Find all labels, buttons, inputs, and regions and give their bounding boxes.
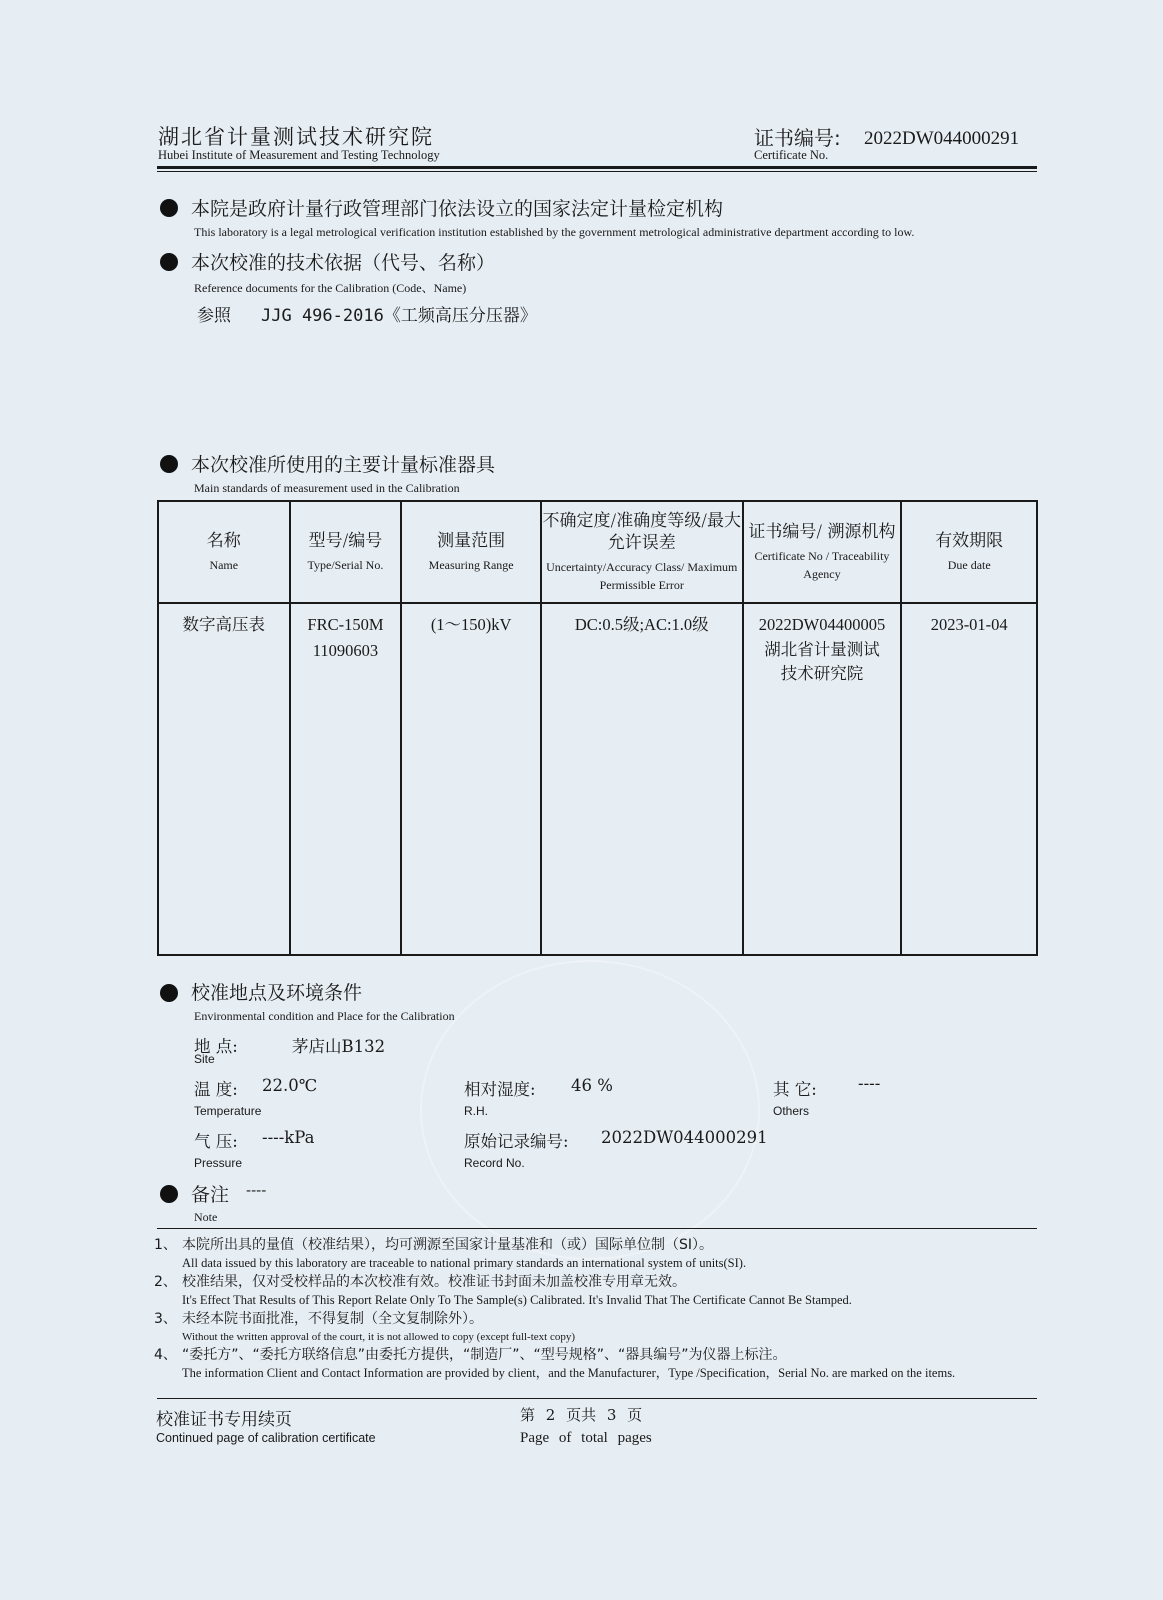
notes-divider-bottom	[157, 1398, 1037, 1399]
note-3-number: 3、	[154, 1311, 177, 1327]
reference-title: 本次校准的技术依据（代号、名称）	[191, 252, 496, 274]
note-value: ----	[246, 1181, 267, 1199]
standards-subtitle: Main standards of measurement used in the Calibration	[194, 481, 460, 495]
certificate-label-en: Certificate No.	[754, 148, 829, 162]
legal-statement-subtitle: This laboratory is a legal metrological verification institution established by the government metrological administrative department according to low.	[194, 225, 915, 239]
others-value: ----	[858, 1074, 881, 1093]
note-2-cn: 校准结果，仅对受校样品的本次校准有效。校准证书封面未加盖校准专用章无效。	[182, 1274, 686, 1290]
note-4-number: 4、	[154, 1347, 177, 1363]
note-2-en: It's Effect That Results of This Report Relate Only To The Sample(s) Calibrated. It's Invalid That The Certificate Cannot Be Stamped.	[182, 1293, 852, 1307]
pressure-label-en: Pressure	[194, 1156, 243, 1170]
table-header-row	[158, 501, 1037, 603]
standards-table	[157, 500, 1038, 956]
others-label: 其 它:	[773, 1080, 817, 1099]
record-label: 原始记录编号:	[464, 1132, 569, 1151]
note-2-number: 2、	[154, 1274, 177, 1290]
reference-document-name: JJG 496-2016《工频高压分压器》	[261, 306, 537, 326]
notes-divider-top	[157, 1228, 1037, 1229]
footer-title-en: Continued page of calibration certificate	[156, 1431, 376, 1445]
others-label-en: Others	[773, 1104, 810, 1118]
bullet-icon	[160, 455, 178, 473]
environment-title: 校准地点及环境条件	[191, 982, 363, 1004]
certificate-number: 2022DW044000291	[864, 128, 1020, 149]
bullet-icon	[160, 984, 178, 1002]
legal-statement-title: 本院是政府计量行政管理部门依法设立的国家法定计量检定机构	[191, 198, 724, 220]
note-1-number: 1、	[154, 1237, 177, 1253]
footer-title-cn: 校准证书专用续页	[156, 1410, 292, 1430]
note-3-en: Without the written approval of the court, it is not allowed to copy (except full-text copy)	[182, 1331, 576, 1343]
column-header-name: 名称 Name	[158, 501, 290, 603]
temperature-value: 22.0℃	[262, 1076, 318, 1095]
site-label: 地 点:	[194, 1037, 238, 1056]
reference-subtitle: Reference documents for the Calibration (Code、Name)	[194, 281, 467, 295]
cell-range: (1～150)kV	[401, 603, 541, 955]
note-1-cn: 本院所出具的量值（校准结果），均可溯源至国家计量基准和（或）国际单位制（SI）。	[182, 1237, 714, 1253]
site-label-en: Site	[194, 1052, 215, 1066]
header-divider-thick	[157, 166, 1037, 169]
humidity-value: 46 %	[571, 1076, 613, 1095]
bullet-icon	[160, 253, 178, 271]
site-value: 茅店山B132	[292, 1037, 386, 1056]
note-title: 备注	[191, 1184, 230, 1206]
humidity-label-en: R.H.	[464, 1104, 488, 1118]
humidity-label: 相对湿度:	[464, 1080, 536, 1099]
column-header-type: 型号/编号 Type/Serial No.	[290, 501, 402, 603]
record-value: 2022DW044000291	[601, 1128, 768, 1147]
record-label-en: Record No.	[464, 1156, 525, 1170]
standards-title: 本次校准所使用的主要计量标准器具	[191, 454, 496, 476]
environment-subtitle: Environmental condition and Place for the Calibration	[194, 1009, 455, 1023]
note-4-cn: “委托方”、“委托方联络信息”由委托方提供，“制造厂”、“型号规格”、“器具编号”为仪器上标注。	[182, 1347, 787, 1363]
institute-name-en: Hubei Institute of Measurement and Testing Technology	[158, 148, 440, 162]
header-divider-thin	[157, 171, 1037, 172]
note-subtitle: Note	[194, 1210, 218, 1224]
certificate-label-cn: 证书编号:	[754, 126, 841, 150]
cell-certificate-agency: 2022DW04400005 湖北省计量测试技术研究院	[743, 603, 902, 955]
table-row	[158, 603, 1037, 955]
note-3-cn: 未经本院书面批准，不得复制（全文复制除外）。	[182, 1311, 483, 1327]
temperature-label: 温 度:	[194, 1080, 238, 1099]
institute-name-cn: 湖北省计量测试技术研究院	[158, 125, 434, 149]
note-1-en: All data issued by this laboratory are traceable to national primary standards an international system of units(SI).	[182, 1256, 747, 1270]
page-number-cn: 第 2 页共 3 页	[520, 1406, 643, 1424]
pressure-label: 气 压:	[194, 1132, 238, 1151]
page-number-en: Page of total pages	[520, 1430, 652, 1446]
bullet-icon	[160, 199, 178, 217]
column-header-uncertainty: 不确定度/准确度等级/最大允许误差 Uncertainty/Accuracy Class/ Maximum Permissible Error	[541, 501, 743, 603]
note-4-en: The information Client and Contact Information are provided by client，and the Manufacturer，Type /Specification，Serial No. are marked on the items.	[182, 1366, 956, 1380]
column-header-range: 测量范围 Measuring Range	[401, 501, 541, 603]
pressure-value: ----kPa	[262, 1128, 315, 1147]
cell-name: 数字高压表	[158, 603, 290, 955]
column-header-certificate: 证书编号/ 溯源机构 Certificate No / Traceability Agency	[743, 501, 902, 603]
temperature-label-en: Temperature	[194, 1104, 262, 1118]
cell-type-serial: FRC-150M 11090603	[290, 603, 402, 955]
bullet-icon	[160, 1185, 178, 1203]
cell-due-date: 2023-01-04	[901, 603, 1037, 955]
reference-document	[197, 301, 537, 326]
reference-prefix: 参照	[197, 306, 231, 326]
column-header-due-date: 有效期限 Due date	[901, 501, 1037, 603]
cell-uncertainty: DC:0.5级;AC:1.0级	[541, 603, 743, 955]
